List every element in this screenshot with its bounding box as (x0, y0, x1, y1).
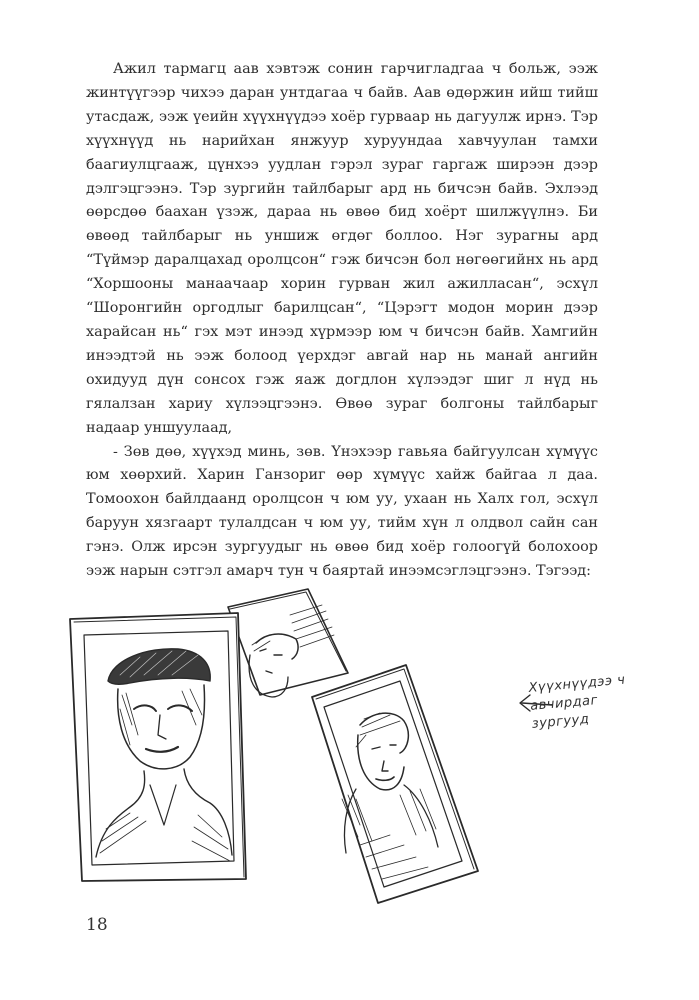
page-number: 18 (86, 915, 108, 935)
handwritten-note (528, 669, 662, 734)
portrait-card-right (312, 665, 478, 903)
paragraph-2: - Зөв дөө, хүүхэд минь, зөв. Үнэхээр гавьяа байгуулсан хүмүүс юм хөөрхий. Харин Ганзориг өөр хүмүүс хайж байгаа л даа. Томоохон байлдаанд оролцсон ч юм уу, ухаан нь Халх гол, эсхүл баруун хязгаарт тулалдсан ч юм уу, тийм хүн л олдвол сайн сан гэнэ. Олж ирсэн зургуудыг нь өвөө бид хоёр голоогүй болохоор ээж нарын сэтгэл амарч тун ч баяртай инээмсэглэцгээнэ. Тэгээд: (86, 443, 598, 580)
note-line-1: Хүүхнүүдээ ч (528, 672, 626, 696)
sketch-illustration (60, 585, 660, 905)
note-line-3: зургууд (531, 711, 590, 732)
paragraph-1: Ажил тармагц аав хэвтэж сонин гарчигладгаа ч больж, ээж жинтүүгээр чихээ даран унтдагаа ч байв. Аав өдөржин ийш тийш утасдаж, ээж үеийн хүүхнүүдээ хоёр гурвaap нь дагуулж ирнэ. Тэр хүүхнүүд нь нарийхан янжуур хуруундаа хавчуулан тамхи баагиулцгааж, цүнхээ уудлан гэрэл зураг гаргаж ширээн дээр дэлгэцгээнэ. Тэр зургийн тайлбарыг ард нь бичсэн байв. Эхлээд өөрсдөө баахан үзэж, дараа нь өвөө бид хоёрт шилжүүлнэ. Би өвөөд тайлбарыг нь уншиж өгдөг боллоо. Нэг зурагны ард “Түймэр даралцахад оролцсон“ гэж бичсэн бол нөгөөгийнх нь ард “Хоршооны манаачаар хорин гурван жил ажилласан“, эсхүл “Шоронгийн оргодлыг барилцсан“, “Цэрэгт модон морин дээр харайсан нь“ гэх мэт инээд хүрмээр юм ч бичсэн байв. Хамгийн инээдтэй нь ээж болоод үерхдэг авгай нар нь манай ангийн охидууд дүн сонсох гэж яаж догдлон хүлээдэг шиг л нүд нь гялалзан хариу хүлээцгээнэ. Өвөө зураг болгоны тайлбарыг надаар уншуулаад, (86, 61, 598, 436)
portrait-card-left (70, 613, 246, 881)
note-line-2: авчирдаг (529, 693, 599, 714)
body-text (86, 58, 598, 584)
portrait-card-back (228, 589, 348, 697)
